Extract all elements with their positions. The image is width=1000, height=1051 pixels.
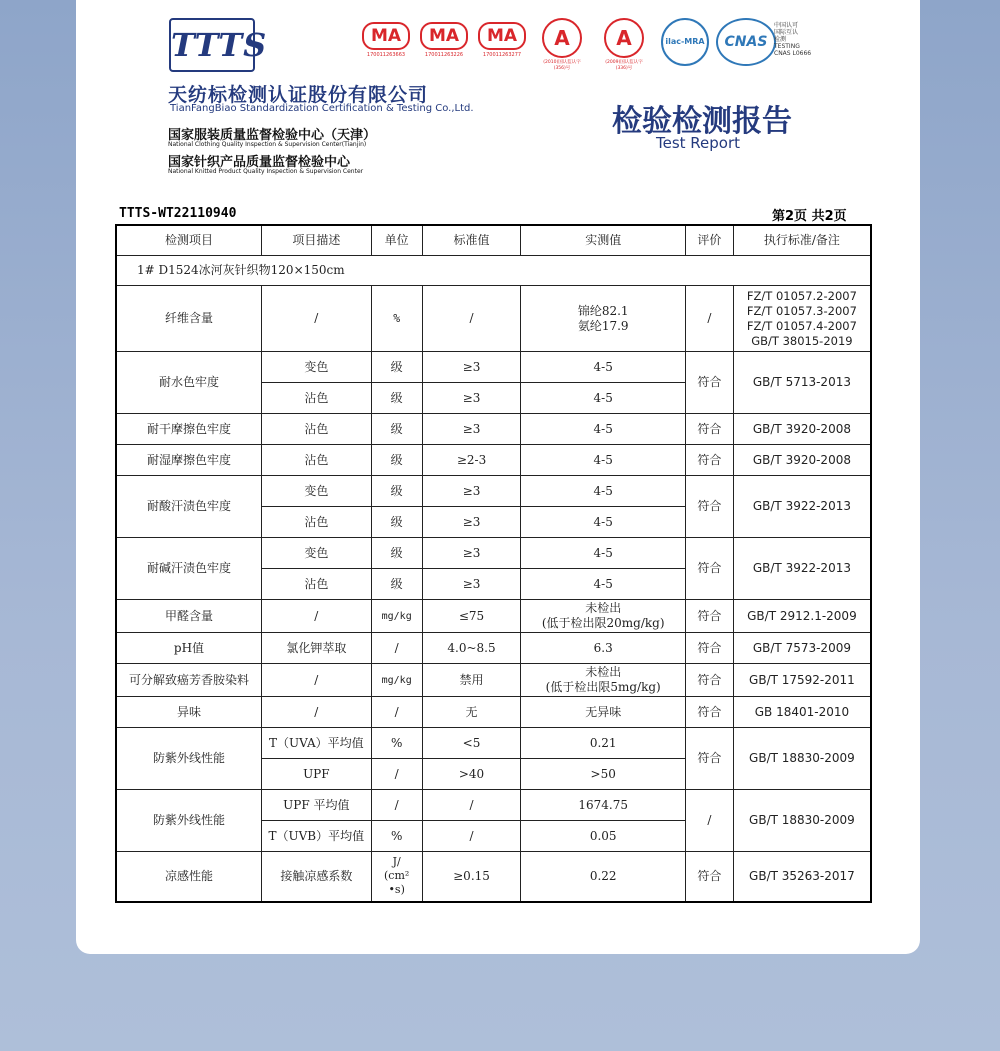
report-title-en: Test Report: [656, 134, 741, 152]
page-info: 第2页 共2页: [772, 209, 847, 224]
desc-cell: T（UVA）平均值: [261, 728, 371, 759]
unit-cell: 级: [371, 414, 422, 445]
evaluation-cell: 符合: [685, 633, 733, 664]
standard-cell: ≥0.15: [422, 852, 521, 902]
ilac-mra-logo: ilac-MRA: [661, 18, 709, 66]
desc-cell: 变色: [261, 538, 371, 569]
evaluation-cell: 符合: [685, 852, 733, 902]
company-name-cn: 天纺标检测认证股份有限公司: [168, 84, 429, 106]
standard-cell: >40: [422, 759, 521, 790]
standard-cell: 4.0~8.5: [422, 633, 521, 664]
result-cell: 锦纶82.1 氨纶17.9: [521, 286, 686, 352]
item-cell: 耐水色牢度: [116, 352, 261, 414]
header-evaluation: 评价: [685, 225, 733, 256]
evaluation-cell: 符合: [685, 728, 733, 790]
evaluation-cell: 符合: [685, 664, 733, 697]
method-cell: GB/T 5713-2013: [733, 352, 871, 414]
item-cell: 防紫外线性能: [116, 790, 261, 852]
unit-cell: 级: [371, 445, 422, 476]
unit-cell: %: [371, 821, 422, 852]
table-row: [116, 445, 871, 476]
result-cell: >50: [521, 759, 686, 790]
unit-cell: /: [371, 633, 422, 664]
unit-cell: mg/kg: [371, 664, 422, 697]
unit-cell: 级: [371, 383, 422, 414]
desc-cell: /: [261, 286, 371, 352]
result-cell: 4-5: [521, 569, 686, 600]
result-cell: 0.21: [521, 728, 686, 759]
table-row: [116, 352, 871, 383]
cma-seal-3: MA 170011263277: [478, 22, 526, 58]
sample-description: 1# D1524冰河灰针织物120×150cm: [116, 256, 871, 286]
evaluation-cell: 符合: [685, 697, 733, 728]
standard-cell: /: [422, 821, 521, 852]
unit-cell: 级: [371, 569, 422, 600]
table-row: [116, 728, 871, 759]
header-method: 执行标准/备注: [733, 225, 871, 256]
unit-cell: 级: [371, 476, 422, 507]
item-cell: 耐酸汗渍色牢度: [116, 476, 261, 538]
report-number: TTTS-WT22110940: [119, 206, 237, 221]
table-header-row: [116, 225, 871, 256]
table-row: [116, 286, 871, 352]
item-cell: 纤维含量: [116, 286, 261, 352]
result-cell: 4-5: [521, 538, 686, 569]
header-desc: 项目描述: [261, 225, 371, 256]
result-cell: 6.3: [521, 633, 686, 664]
method-cell: GB/T 3922-2013: [733, 476, 871, 538]
desc-cell: 变色: [261, 352, 371, 383]
result-cell: 未检出 (低于检出限5mg/kg): [521, 664, 686, 697]
evaluation-cell: 符合: [685, 414, 733, 445]
standard-cell: /: [422, 286, 521, 352]
unit-cell: %: [371, 728, 422, 759]
cma-seal-1: MA 170011263663: [362, 22, 410, 58]
table-row: [116, 697, 871, 728]
unit-cell: J/ (cm² •s): [371, 852, 422, 902]
standard-cell: /: [422, 790, 521, 821]
sample-row: [116, 256, 871, 286]
cal-seal-2: A (2009)国认监认字(336)号: [600, 18, 648, 71]
result-cell: 4-5: [521, 507, 686, 538]
desc-cell: 沾色: [261, 507, 371, 538]
table-row: [116, 790, 871, 821]
clothing-center-cn: 国家服装质量监督检验中心（天津）: [168, 128, 377, 143]
item-cell: pH值: [116, 633, 261, 664]
method-cell: GB/T 3922-2013: [733, 538, 871, 600]
desc-cell: /: [261, 697, 371, 728]
item-cell: 凉感性能: [116, 852, 261, 902]
method-cell: GB/T 2912.1-2009: [733, 600, 871, 633]
result-cell: 0.05: [521, 821, 686, 852]
standard-cell: ≥3: [422, 507, 521, 538]
desc-cell: UPF 平均值: [261, 790, 371, 821]
unit-cell: 级: [371, 352, 422, 383]
result-cell: 未检出 (低于检出限20mg/kg): [521, 600, 686, 633]
desc-cell: 接触凉感系数: [261, 852, 371, 902]
standard-cell: ≥3: [422, 569, 521, 600]
method-cell: FZ/T 01057.2-2007 FZ/T 01057.3-2007 FZ/T 01057.4-2007 GB/T 38015-2019: [733, 286, 871, 352]
item-cell: 异味: [116, 697, 261, 728]
unit-cell: /: [371, 697, 422, 728]
table-row: [116, 414, 871, 445]
unit-cell: /: [371, 790, 422, 821]
result-cell: 1674.75: [521, 790, 686, 821]
cal-seal-1: A (2010)国认监认字(356)号: [538, 18, 586, 71]
table-row: [116, 538, 871, 569]
evaluation-cell: 符合: [685, 538, 733, 600]
evaluation-cell: /: [685, 790, 733, 852]
item-cell: 耐碱汗渍色牢度: [116, 538, 261, 600]
desc-cell: UPF: [261, 759, 371, 790]
knitted-center-cn: 国家针织产品质量监督检验中心: [168, 155, 351, 170]
report-title-cn: 检验检测报告: [612, 104, 792, 139]
unit-cell: 级: [371, 538, 422, 569]
ttts-logo: TTTS: [169, 18, 255, 72]
standard-cell: 禁用: [422, 664, 521, 697]
result-cell: 4-5: [521, 476, 686, 507]
test-results-table: [115, 224, 872, 903]
desc-cell: 氯化钾萃取: [261, 633, 371, 664]
unit-cell: mg/kg: [371, 600, 422, 633]
standard-cell: ≥3: [422, 383, 521, 414]
standard-cell: ≥3: [422, 538, 521, 569]
cnas-logo: CNAS: [716, 18, 776, 66]
unit-cell: 级: [371, 507, 422, 538]
item-cell: 可分解致癌芳香胺染料: [116, 664, 261, 697]
cma-seal-2: MA 170011263226: [420, 22, 468, 58]
evaluation-cell: 符合: [685, 600, 733, 633]
method-cell: GB 18401-2010: [733, 697, 871, 728]
standard-cell: ≤75: [422, 600, 521, 633]
evaluation-cell: 符合: [685, 476, 733, 538]
result-cell: 4-5: [521, 445, 686, 476]
table-row: [116, 852, 871, 902]
item-cell: 甲醛含量: [116, 600, 261, 633]
cnas-text: 中国认可 国际互认 检测 TESTING CNAS L0666: [774, 22, 812, 57]
evaluation-cell: 符合: [685, 445, 733, 476]
desc-cell: 沾色: [261, 569, 371, 600]
standard-cell: ≥3: [422, 352, 521, 383]
evaluation-cell: 符合: [685, 352, 733, 414]
standard-cell: ≥3: [422, 476, 521, 507]
result-cell: 4-5: [521, 414, 686, 445]
result-cell: 0.22: [521, 852, 686, 902]
header-result: 实测值: [521, 225, 686, 256]
unit-cell: /: [371, 759, 422, 790]
method-cell: GB/T 18830-2009: [733, 790, 871, 852]
evaluation-cell: /: [685, 286, 733, 352]
method-cell: GB/T 3920-2008: [733, 445, 871, 476]
method-cell: GB/T 18830-2009: [733, 728, 871, 790]
desc-cell: 沾色: [261, 414, 371, 445]
result-cell: 4-5: [521, 352, 686, 383]
table-row: [116, 476, 871, 507]
unit-cell: %: [371, 286, 422, 352]
method-cell: GB/T 35263-2017: [733, 852, 871, 902]
item-cell: 耐干摩擦色牢度: [116, 414, 261, 445]
clothing-center-en: National Clothing Quality Inspection & Supervision Center(Tianjin): [168, 141, 367, 148]
company-name-en: TianFangBiao Standardization Certification & Testing Co.,Ltd.: [170, 103, 474, 114]
table-row: [116, 600, 871, 633]
method-cell: GB/T 7573-2009: [733, 633, 871, 664]
result-cell: 4-5: [521, 383, 686, 414]
header-unit: 单位: [371, 225, 422, 256]
desc-cell: 变色: [261, 476, 371, 507]
item-cell: 耐湿摩擦色牢度: [116, 445, 261, 476]
item-cell: 防紫外线性能: [116, 728, 261, 790]
standard-cell: 无: [422, 697, 521, 728]
method-cell: GB/T 3920-2008: [733, 414, 871, 445]
desc-cell: 沾色: [261, 445, 371, 476]
table-row: [116, 664, 871, 697]
table-row: [116, 633, 871, 664]
result-cell: 无异味: [521, 697, 686, 728]
desc-cell: 沾色: [261, 383, 371, 414]
standard-cell: <5: [422, 728, 521, 759]
header-item: 检测项目: [116, 225, 261, 256]
knitted-center-en: National Knitted Product Quality Inspection & Supervision Center: [168, 168, 364, 175]
desc-cell: /: [261, 664, 371, 697]
desc-cell: /: [261, 600, 371, 633]
desc-cell: T（UVB）平均值: [261, 821, 371, 852]
method-cell: GB/T 17592-2011: [733, 664, 871, 697]
standard-cell: ≥3: [422, 414, 521, 445]
header-standard: 标准值: [422, 225, 521, 256]
standard-cell: ≥2-3: [422, 445, 521, 476]
